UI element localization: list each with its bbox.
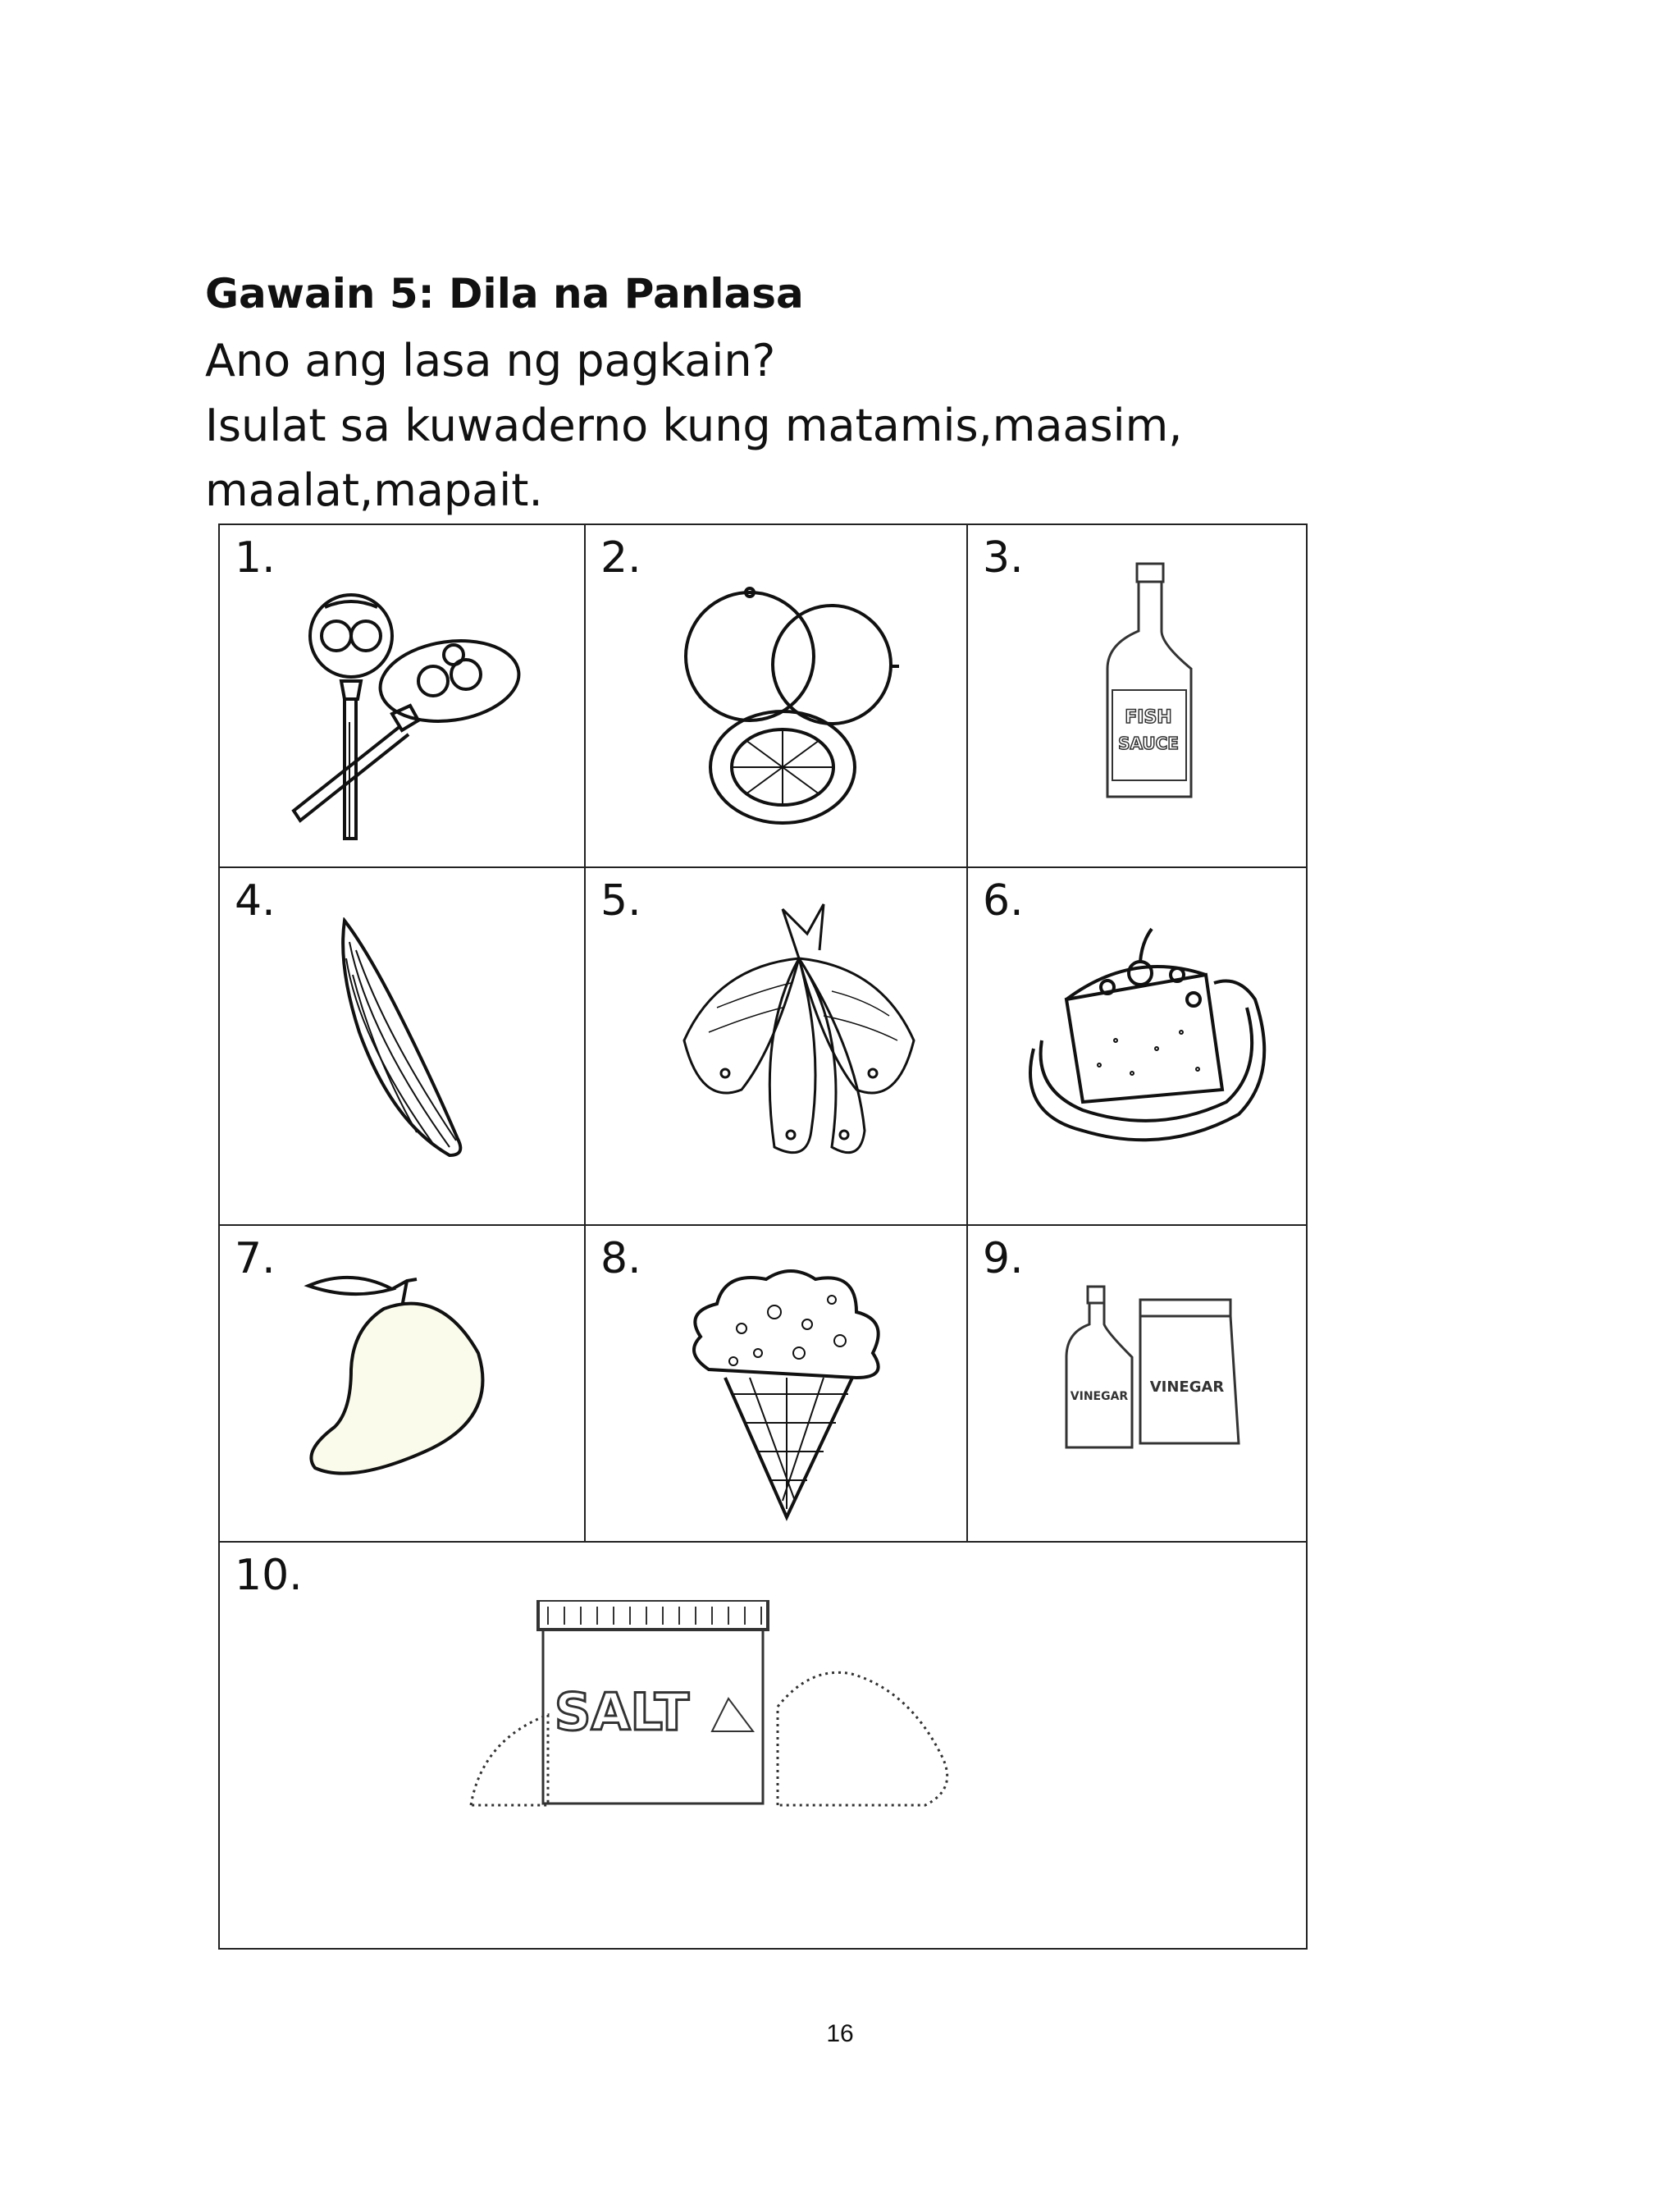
item-number: 2. — [600, 533, 641, 583]
item-number: 5. — [600, 876, 641, 926]
item-cell-7 — [220, 1226, 584, 1541]
vinegar-pack-label: VINEGAR — [1149, 1378, 1225, 1396]
fish-sauce-label: SAUCE — [1118, 734, 1179, 753]
item-number: 4. — [235, 876, 276, 926]
ice-cream-cone-icon — [684, 1263, 889, 1525]
citrus-fruits-icon — [684, 566, 906, 837]
cake-slice-icon — [1017, 926, 1280, 1164]
item-cell-5 — [586, 868, 966, 1224]
item-number: 10. — [235, 1551, 303, 1600]
activity-question: Ano ang lasa ng pagkain? — [205, 335, 776, 386]
item-number: 3. — [983, 533, 1024, 583]
item-cell-10 — [220, 1543, 1308, 1950]
item-cell-4 — [220, 868, 584, 1224]
item-cell-8 — [586, 1226, 966, 1541]
activity-title: Gawain 5: Dila na Panlasa — [205, 270, 804, 318]
item-number: 1. — [235, 533, 276, 583]
salt-container-icon — [466, 1600, 975, 1813]
item-cell-6 — [968, 868, 1308, 1224]
item-cell-2 — [586, 525, 966, 866]
fish-sauce-label: FISH — [1125, 707, 1172, 728]
item-number: 7. — [235, 1234, 276, 1283]
item-number: 6. — [983, 876, 1024, 926]
food-taste-table — [218, 523, 1308, 1950]
item-cell-9 — [968, 1226, 1308, 1541]
bitter-gourd-icon — [335, 917, 499, 1164]
fish-sauce-bottle-icon — [1099, 562, 1198, 808]
page-number: 16 — [826, 2020, 854, 2047]
instruction-line-1: Isulat sa kuwaderno kung matamis,maasim, — [205, 400, 1183, 451]
mango-icon — [302, 1271, 523, 1484]
item-number: 8. — [600, 1234, 641, 1283]
item-cell-3 — [968, 525, 1308, 866]
lollipop-icon — [285, 591, 556, 853]
salt-label: SALT — [554, 1682, 690, 1742]
vinegar-bottle-label: VINEGAR — [1070, 1390, 1129, 1403]
item-number: 9. — [983, 1234, 1024, 1283]
item-cell-1 — [220, 525, 584, 866]
dried-fish-icon — [668, 901, 930, 1172]
instruction-line-2: maalat,mapait. — [205, 464, 543, 516]
vinegar-icon — [1058, 1283, 1263, 1456]
